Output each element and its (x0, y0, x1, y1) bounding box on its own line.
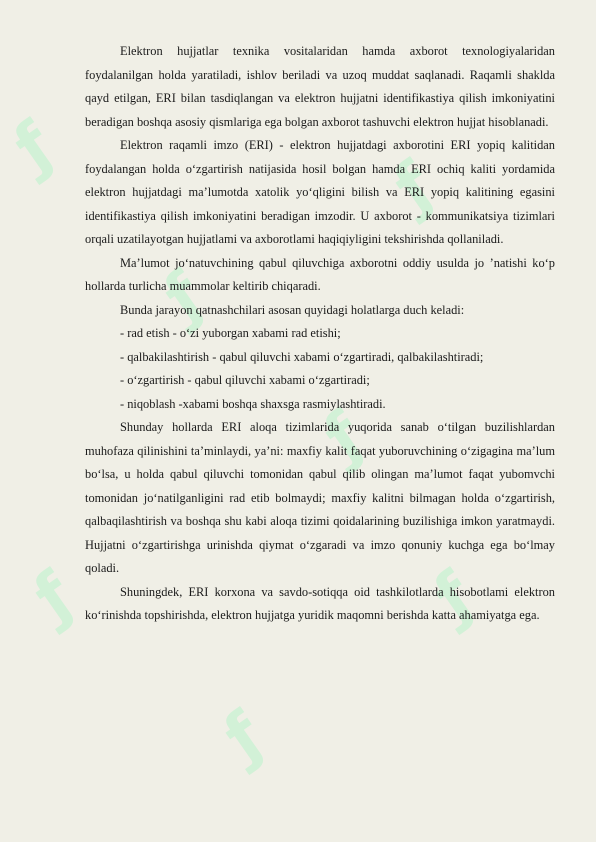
watermark-mark: ƒ (421, 558, 487, 636)
watermark-mark: ƒ (151, 258, 217, 336)
list-item: - rad etish - o‘zi yuborgan xabami rad etishi; (120, 326, 341, 340)
document-body (85, 40, 555, 628)
watermark-mark: ƒ (381, 148, 447, 226)
watermark-mark: ƒ (211, 698, 277, 776)
paragraph: Shuningdek, ERI korxona va savdo-sotiqqa oid tashkilotlarda hisobotlami elektron ko‘rinishda topshirishda, elektron hujjatga yuridik maqomni berishda katta ahamiyatga ega. (85, 584, 555, 622)
paragraph: Shunday hollarda ERI aloqa tizimlarida yuqorida sanab o‘tilgan buzilishlardan muhofaza qilinishini ta’minlaydi, ya’ni: maxfiy kalit faqat yuboruvchining o‘zigagina ma’lum bo‘lsa, u holda qabul qiluvchi tomonidan qabul qilib olingan ma’lumot faqat yubomvchi tomonidan jo‘natilganligini rad etib bolmaydi; maxfiy kalitni bilmagan holda o‘zgartirish, qalbaqilashtirish va boshqa shu kabi aloqa tizimi qoidalarining buzilishiga imkon yaratmaydi. Hujjatni o‘zgartirishga urinishda qiymat o‘zgaradi va imzo qonuniy kuchga ega bo‘lmay qoladi. (85, 420, 555, 575)
list-item: - niqoblash -xabami boshqa shaxsga rasmiylashtiradi. (120, 396, 386, 411)
paragraph: Ma’lumot jo‘natuvchining qabul qiluvchiga axborotni oddiy usulda jo ’natishi ko‘p hollarda turlicha muammolar keltirib chiqaradi. (85, 255, 555, 293)
watermark-mark: ƒ (21, 558, 87, 636)
list-item: - o‘zgartirish - qabul qiluvchi xabami o‘zgartiradi; (120, 373, 370, 387)
paragraph: Elektron raqamli imzo (ERI) - elektron hujjatdagi axborotini ERI yopiq kalitidan foydalangan holda o‘zgartirish natijasida hosil bolgan hamda ERI ochiq kaliti yordamida elektron hujjatdagi ma’lumotda xatolik yo‘qligini bilish va ERI yopiq kalitining egasini identifikastiya qilish imkoniyatini beradigan imzodir. U axborot - kommunikatsiya tizimlari orqali uzatilayotgan hujjatlami va axborotlami haqiqiyligini tekshirishda qollaniladi. (85, 138, 555, 246)
watermark-mark: ƒ (311, 398, 377, 476)
paragraph: Bunda jarayon qatnashchilari asosan quyidagi holatlarga duch keladi: (120, 302, 465, 317)
watermark-mark: ƒ (1, 108, 67, 186)
paragraph: Elektron hujjatlar texnika vositalaridan hamda axborot texnologiyalaridan foydalanilgan holda yaratiladi, ishlov beriladi va uzoq muddat saqlanadi. Raqamli shaklda qayd etilgan, ERI bilan tasdiqlangan va elektron hujjatni identifikastiya qilish imkoniyatini beradigan boshqa asosiy qismlariga ega bolgan axborot tashuvchi elektron hujjat hisoblanadi. (85, 44, 555, 129)
list-item: - qalbakilashtirish - qabul qiluvchi xabami o‘zgartiradi, qalbakilashtiradi; (120, 349, 484, 364)
